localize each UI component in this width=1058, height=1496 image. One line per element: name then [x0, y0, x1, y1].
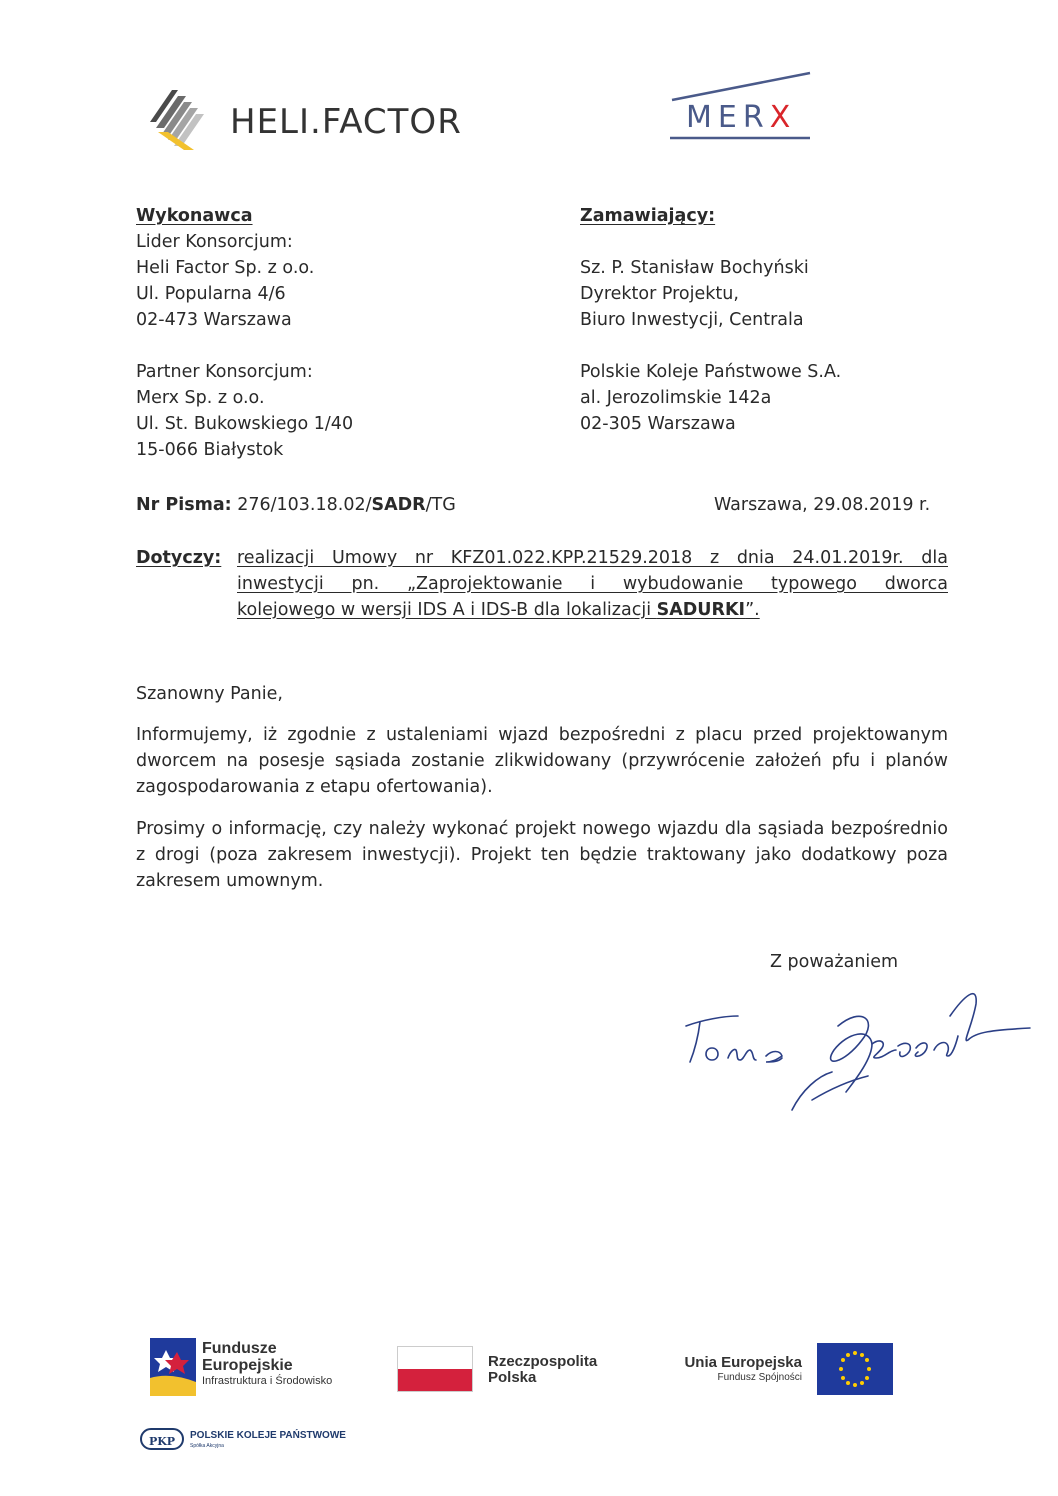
client-company-line: Polskie Koleje Państwowe S.A. — [580, 362, 842, 382]
reference-number-part1: 276/103.18.02/ — [231, 495, 372, 515]
ue-line-1: Unia Europejska — [684, 1354, 802, 1371]
fe-line-3: Infrastruktura i Środowisko — [202, 1375, 333, 1387]
subject-line3-start: kolejowego w wersji IDS A i IDS-B dla lokalizacji — [237, 600, 657, 620]
ue-line-2: Fundusz Spójności — [717, 1372, 802, 1383]
merx-logo — [664, 70, 814, 146]
heli-factor-logo-text: HELI.FACTOR — [230, 102, 462, 142]
subject-line: realizacji Umowy nr KFZ01.022.KPP.21529.2018 z dnia 24.01.2019r. dla — [237, 548, 948, 568]
place-date: Warszawa, 29.08.2019 r. — [714, 495, 931, 515]
client-line: Sz. P. Stanisław Bochyński — [580, 258, 809, 278]
fundusze-europejskie-logo — [202, 1340, 332, 1389]
reference-number — [136, 492, 456, 518]
subject-location: SADURKI — [656, 600, 746, 620]
heli-factor-logo — [148, 88, 508, 158]
client-company-line: al. Jerozolimskie 142a — [580, 388, 772, 408]
client-line: Biuro Inwestycji, Centrala — [580, 310, 804, 330]
partner-line: Partner Konsorcjum: — [136, 362, 313, 382]
client-company-line: 02-305 Warszawa — [580, 414, 736, 434]
merx-logo-text-accent: X — [769, 100, 797, 135]
fe-line-2: Europejskie — [202, 1357, 293, 1374]
contractor-block — [136, 203, 353, 463]
contractor-line: 02-473 Warszawa — [136, 310, 292, 330]
paragraph-2: Prosimy o informację, czy należy wykonać projekt nowego wjazdu dla sąsiada bezpośrednio z drogi (poza zakresem inwestycji). Projekt ten będzie traktowany jako dodatkowy poza zakresem umownym. — [136, 819, 948, 891]
subject-line3-end: ”. — [745, 600, 760, 620]
pkp-name: POLSKIE KOLEJE PAŃSTWOWE — [190, 1430, 346, 1441]
paragraph-1: Informujemy, iż zgodnie z ustaleniami wjazd bezpośredni z placu przed projektowanym dworcem na posesje sąsiada zostanie zlikwidowany (przywrócenie założeń pfu i planów zagospodarowania z etapu ofertowania). — [136, 725, 948, 797]
rzeczpospolita-polska-logo — [488, 1354, 597, 1386]
partner-line: 15-066 Białystok — [136, 440, 284, 460]
subject-text — [237, 545, 948, 623]
merx-logo-text — [686, 100, 796, 135]
rp-line-2: Polska — [488, 1369, 537, 1386]
contractor-heading: Wykonawca — [136, 206, 253, 226]
rp-line-1: Rzeczpospolita — [488, 1353, 598, 1370]
reference-number-bold: SADR — [371, 495, 426, 515]
pkp-logo — [140, 1426, 360, 1458]
client-heading: Zamawiający: — [580, 206, 716, 226]
partner-line: Ul. St. Bukowskiego 1/40 — [136, 414, 354, 434]
handwritten-signature-icon — [672, 980, 1032, 1120]
pkp-badge-icon — [140, 1428, 184, 1450]
merx-logo-text-main: MER — [686, 100, 770, 135]
pkp-sub: Spółka Akcyjna — [190, 1443, 224, 1449]
partner-line: Merx Sp. z o.o. — [136, 388, 265, 408]
contractor-line: Ul. Popularna 4/6 — [136, 284, 286, 304]
unia-europejska-logo — [668, 1354, 802, 1385]
subject-line — [237, 597, 948, 623]
client-block — [580, 203, 841, 437]
closing-salutation: Z poważaniem — [770, 952, 899, 972]
subject-label: Dotyczy: — [136, 548, 222, 568]
contractor-line: Lider Konsorcjum: — [136, 232, 293, 252]
polish-flag-icon — [397, 1346, 473, 1392]
pkp-badge-text: PKP — [148, 1435, 176, 1448]
contractor-line: Heli Factor Sp. z o.o. — [136, 258, 315, 278]
subject-line: inwestycji pn. „Zaprojektowanie i wybudowanie typowego dworca — [237, 574, 948, 594]
heli-factor-emblem-icon — [148, 88, 212, 156]
fe-line-1: Fundusze — [202, 1340, 277, 1357]
eu-flag-icon — [817, 1343, 893, 1395]
fundusze-europejskie-emblem-icon — [150, 1338, 196, 1396]
reference-label: Nr Pisma: — [136, 495, 232, 515]
greeting: Szanowny Panie, — [136, 684, 283, 704]
reference-number-part2: /TG — [425, 495, 456, 515]
client-line: Dyrektor Projektu, — [580, 284, 739, 304]
